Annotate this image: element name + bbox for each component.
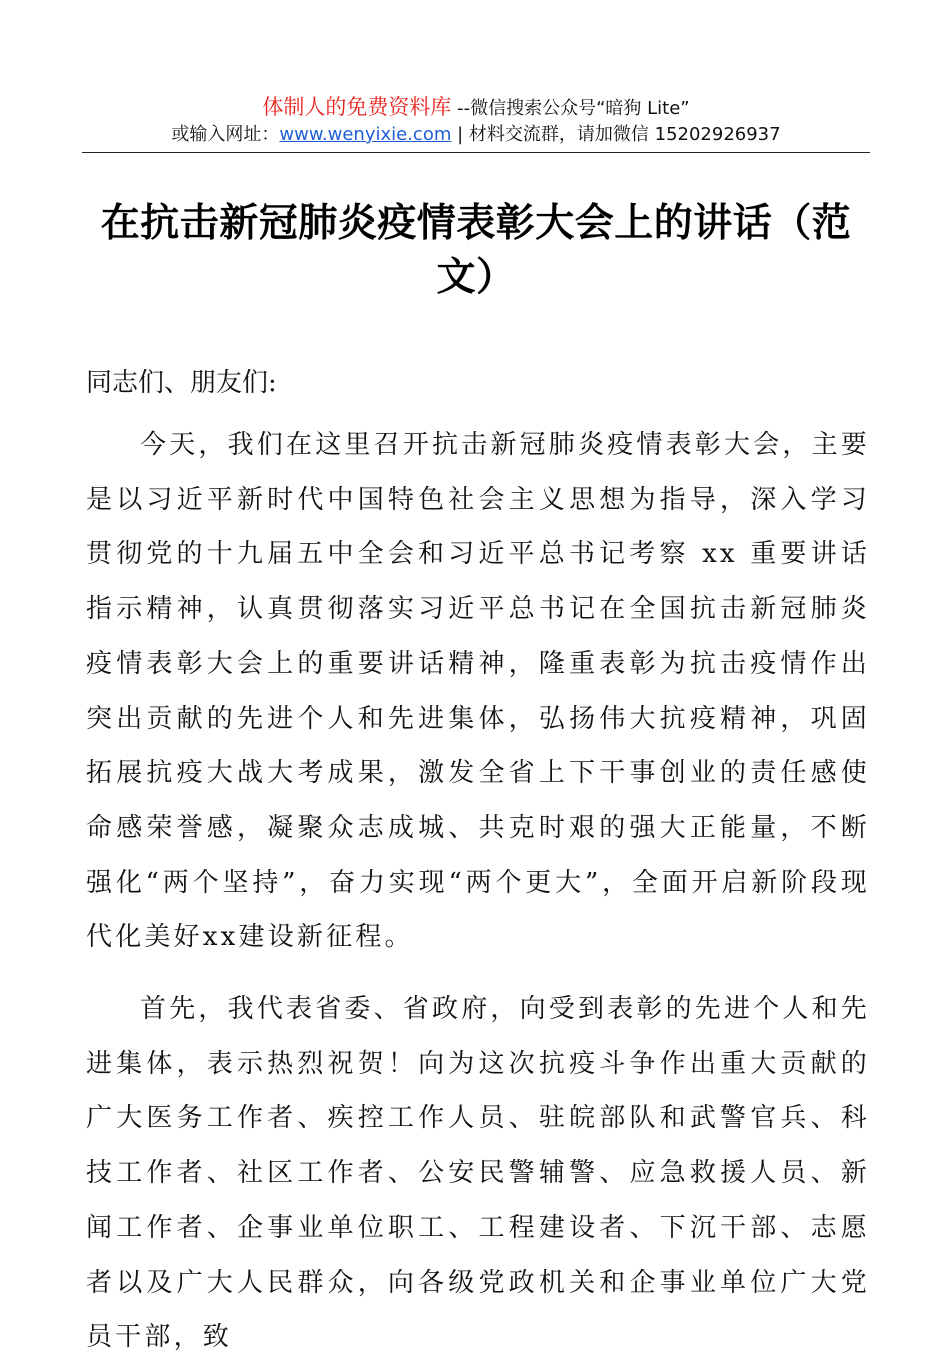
header-tagline: --微信搜索公众号“暗狗 Lite” [451,98,690,119]
header-url-link[interactable]: www.wenyixie.com [279,124,452,145]
header-separator: | [451,124,469,145]
paragraph: 首先，我代表省委、省政府，向受到表彰的先进个人和先进集体，表示热烈祝贺！向为这次抗疫斗争作出重大贡献的广大医务工作者、疾控工作人员、驻皖部队和武警官兵、科技工作者、社区工作者、公安民警辅警、应急救援人员、新闻工作者、企事业单位职工、工程建设者、下沉干部、志愿者以及广大人民群众，向各级党政机关和企事业单位广大党员干部，致 [86,994,871,1353]
salutation: 同志们、朋友们: [86,368,277,398]
header-contact: 材料交流群，请加微信 15202926937 [468,124,781,145]
header-divider [82,152,870,153]
page-header [82,94,870,148]
header-contact-line [82,122,870,148]
header-promo-line [82,94,870,122]
header-url-prefix: 或输入网址： [171,124,280,145]
paragraph: 今天，我们在这里召开抗击新冠肺炎疫情表彰大会，主要是以习近平新时代中国特色社会主义思想为指导，深入学习贯彻党的十九届五中全会和习近平总书记考察 xx 重要讲话指示精神，认真贯彻落实习近平总书记在全国抗击新冠肺炎疫情表彰大会上的重要讲话精神，隆重表彰为抗击疫情作出突出贡献的先进个人和先进集体，弘扬伟大抗疫精神，巩固拓展抗疫大战大考成果，激发全省上下干事创业的责任感使命感荣誉感，凝聚众志成城、共克时艰的强大正能量，不断强化“两个坚持”，奋力实现“两个更大”，全面开启新阶段现代化美好xx建设新征程。 [86,430,871,953]
header-brand: 体制人的免费资料库 [262,95,452,119]
document-body [86,356,870,1365]
document-title: 在抗击新冠肺炎疫情表彰大会上的讲话（范文） [100,200,852,300]
